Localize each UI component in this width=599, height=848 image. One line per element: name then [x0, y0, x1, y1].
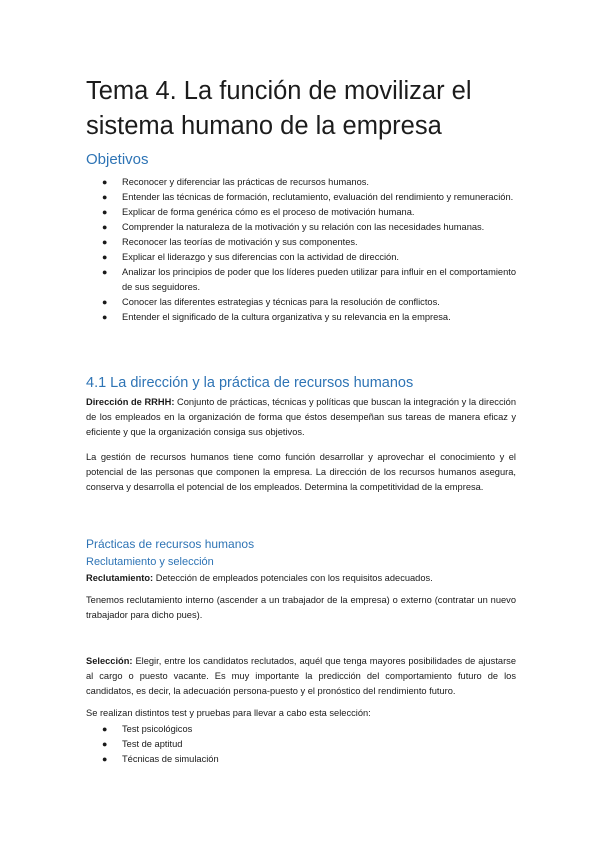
rrhh-paragraph: La gestión de recursos humanos tiene como función desarrollar y aprovechar el conocimiento y el potencial de las personas que componen la empresa. La dirección de los recursos humanos asegura, conserva y desarrolla el potencial de los empleados. Determina la competitividad de la empresa. [86, 452, 516, 492]
section-41-heading: 4.1 La dirección y la práctica de recursos humanos [86, 375, 414, 391]
seleccion-definition [86, 654, 516, 699]
list-item: ● Reconocer las teorías de motivación y sus componentes. [86, 235, 516, 250]
rrhh-definition [86, 395, 516, 440]
objetivos-heading: Objetivos [86, 151, 149, 168]
list-item: ● Técnicas de simulación [86, 752, 516, 767]
bullet-icon: ● [102, 222, 108, 232]
bullet-icon: ● [102, 297, 108, 307]
list-item: ● Analizar los principios de poder que los líderes pueden utilizar para influir en el comportamiento de sus seguidores. [102, 267, 516, 292]
rrhh-definition-text: Conjunto de prácticas, técnicas y políticas que buscan la integración y la dirección de los empleados en la organización de forma que éstos desempeñan sus tareas de manera eficaz y eficiente y que la organización consiga sus objetivos. [86, 397, 516, 437]
reclutamiento-subheading: Reclutamiento y selección [86, 556, 214, 568]
list-item: ● Reconocer y diferenciar las prácticas de recursos humanos. [86, 175, 516, 190]
practicas-heading: Prácticas de recursos humanos [86, 537, 255, 551]
list-item: ● Entender el significado de la cultura organizativa y su relevancia en la empresa. [86, 310, 516, 325]
page-title: Tema 4. La función de movilizar el sistema humano de la empresa [86, 77, 472, 140]
seleccion-label: Selección: [86, 656, 133, 666]
list-item: ● Test psicológicos [86, 722, 516, 737]
bullet-icon: ● [102, 207, 108, 217]
bullet-icon: ● [102, 252, 108, 262]
reclutamiento-label: Reclutamiento: [86, 573, 154, 583]
rrhh-definition-label: Dirección de RRHH: [86, 397, 175, 407]
tests-intro: Se realizan distintos test y pruebas para llevar a cabo esta selección: [86, 708, 371, 718]
bullet-icon: ● [102, 237, 108, 247]
bullet-icon: ● [102, 739, 108, 749]
list-item: ● Conocer las diferentes estrategias y técnicas para la resolución de conflictos. [86, 295, 516, 310]
list-item: ● Test de aptitud [86, 737, 516, 752]
tests-list [86, 722, 516, 767]
bullet-icon: ● [102, 754, 108, 764]
bullet-icon: ● [102, 177, 108, 187]
seleccion-text: Elegir, entre los candidatos reclutados, aquél que tenga mayores posibilidades de ajustarse al cargo o puesto vacante. Es muy importante la predicción del comportamiento futuro de los candidatos, es decir, la adecuación persona-puesto y el pronóstico del rendimiento futuro. [86, 656, 516, 696]
reclutamiento-definition [86, 571, 516, 586]
bullet-icon: ● [102, 724, 108, 734]
list-item: ● Explicar el liderazgo y sus diferencias con la actividad de dirección. [86, 250, 516, 265]
objetivos-list [86, 175, 516, 325]
bullet-icon: ● [102, 267, 108, 277]
reclutamiento-text: Detección de empleados potenciales con los requisitos adecuados. [153, 573, 433, 583]
list-item: ● Entender las técnicas de formación, reclutamiento, evaluación del rendimiento y remuneración. [86, 190, 516, 205]
list-item: ● Explicar de forma genérica cómo es el proceso de motivación humana. [86, 205, 516, 220]
reclutamiento-paragraph: Tenemos reclutamiento interno (ascender a un trabajador de la empresa) o externo (contratar un nuevo trabajador para dicho pues). [86, 595, 516, 620]
list-item: ● Comprender la naturaleza de la motivación y su relación con las necesidades humanas. [86, 220, 516, 235]
bullet-icon: ● [102, 312, 108, 322]
bullet-icon: ● [102, 192, 108, 202]
